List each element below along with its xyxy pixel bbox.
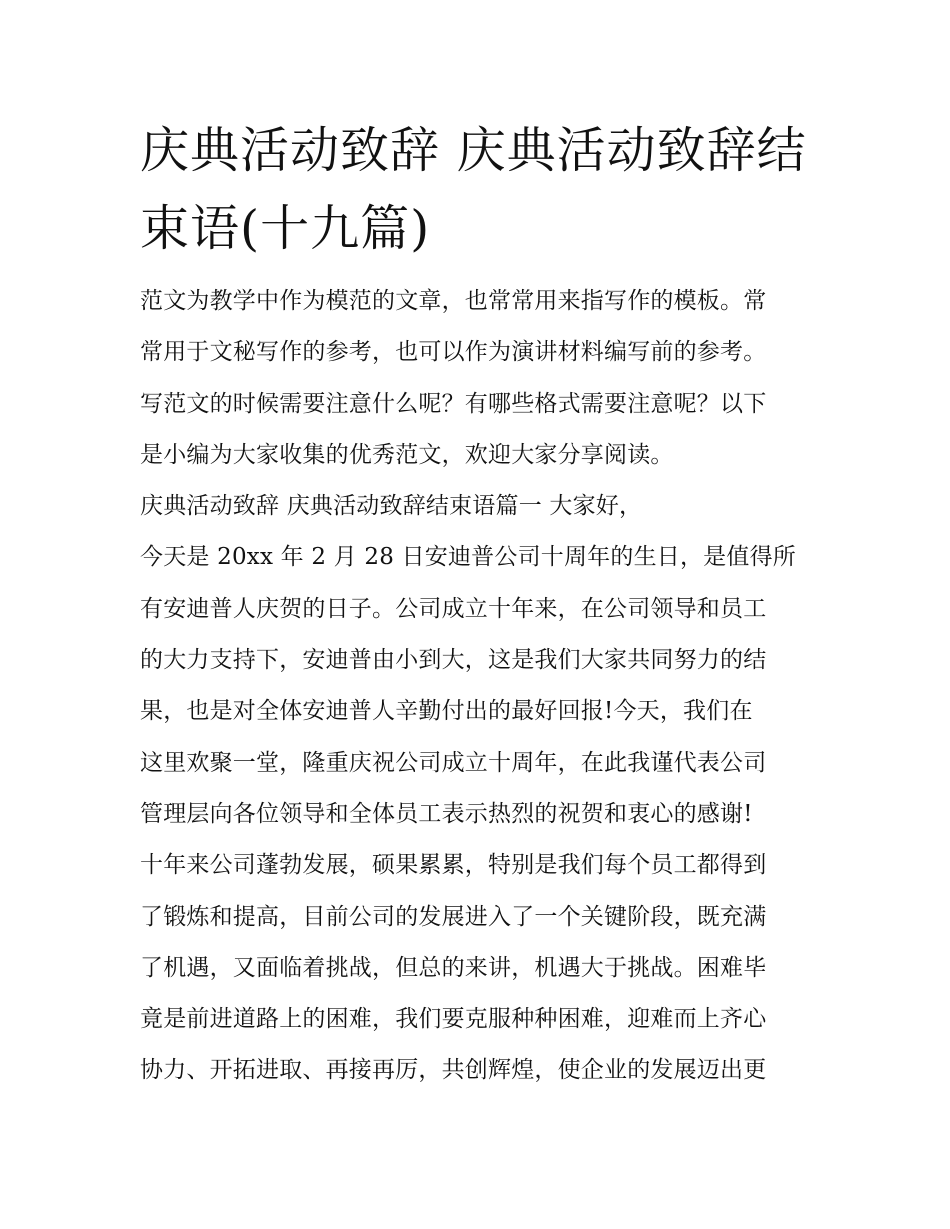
body-line: 是小编为大家收集的优秀范文，欢迎大家分享阅读。: [140, 441, 674, 468]
body-line: 的大力支持下，安迪普由小到大，这是我们大家共同努力的结: [140, 647, 767, 674]
body-line: 有安迪普人庆贺的日子。公司成立十年来，在公司领导和员工: [140, 595, 767, 622]
title-line: 束语(十九篇): [140, 200, 431, 257]
body-line: 范文为教学中作为模范的文章，也常常用来指写作的模板。常: [140, 288, 767, 314]
body-line: 这里欢聚一堂，隆重庆祝公司成立十周年，在此我谨代表公司: [140, 749, 767, 776]
body-line: 十年来公司蓬勃发展，硕果累累，特别是我们每个员工都得到: [140, 852, 767, 879]
body-line: 果，也是对全体安迪普人辛勤付出的最好回报!今天，我们在: [140, 698, 753, 725]
section-heading-line: 庆典活动致辞 庆典活动致辞结束语篇一 大家好，: [140, 493, 643, 520]
document-body: [140, 276, 820, 1097]
body-line: 了机遇，又面临着挑战，但总的来讲，机遇大于挑战。困难毕: [140, 954, 767, 981]
body-line: 了锻炼和提高，目前公司的发展进入了一个关键阶段，既充满: [140, 903, 767, 930]
title-line: 庆典活动致辞 庆典活动致辞结: [140, 122, 807, 179]
body-line: 今天是 20xx 年 2 月 28 日安迪普公司十周年的生日，是值得所: [140, 544, 796, 571]
document-title: [140, 112, 820, 268]
body-line: 常用于文秘写作的参考，也可以作为演讲材料编写前的参考。: [140, 339, 767, 366]
body-line: 管理层向各位领导和全体员工表示热烈的祝贺和衷心的感谢!: [140, 800, 753, 827]
body-line: 写范文的时候需要注意什么呢？有哪些格式需要注意呢？以下: [140, 390, 767, 417]
body-line: 协力、开拓进取、再接再厉，共创辉煌，使企业的发展迈出更: [140, 1057, 767, 1084]
body-line: 竟是前进道路上的困难，我们要克服种种困难，迎难而上齐心: [140, 1006, 767, 1033]
